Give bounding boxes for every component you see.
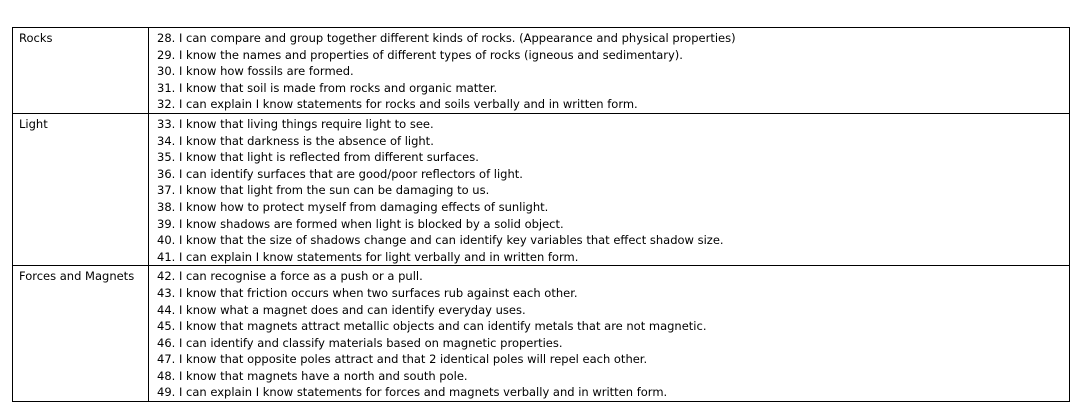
objective-text: I can explain I know statements for rocks and soils verbally and in written form. bbox=[179, 97, 638, 112]
objective-number: 33. bbox=[157, 116, 176, 131]
section-topic: Forces and Magnets bbox=[13, 266, 149, 402]
objective-number: 34. bbox=[157, 133, 176, 148]
objective-number: 38. bbox=[157, 199, 176, 214]
objective-number: 41. bbox=[157, 249, 176, 264]
objective-text: I can identify and classify materials based on magnetic properties. bbox=[179, 335, 563, 350]
objective-item bbox=[157, 116, 1069, 133]
objective-list bbox=[157, 116, 1069, 265]
objective-number: 37. bbox=[157, 183, 176, 198]
objectives-table-body bbox=[13, 28, 1070, 402]
objective-text: I can explain I know statements for light verbally and in written form. bbox=[179, 249, 579, 264]
objective-item bbox=[157, 216, 1069, 233]
objective-item bbox=[157, 318, 1069, 335]
objective-text: I know that living things require light to see. bbox=[179, 116, 434, 131]
objective-item bbox=[157, 351, 1069, 368]
objective-list bbox=[157, 268, 1069, 401]
section-objectives bbox=[149, 113, 1070, 265]
objective-text: I can identify surfaces that are good/poor reflectors of light. bbox=[179, 166, 523, 181]
objective-number: 44. bbox=[157, 302, 176, 317]
objective-number: 46. bbox=[157, 335, 176, 350]
objective-text: I can compare and group together different kinds of rocks. (Appearance and physical properties) bbox=[179, 31, 736, 45]
objective-item bbox=[157, 96, 1069, 113]
objective-number: 30. bbox=[157, 64, 176, 79]
objective-text: I know that opposite poles attract and that 2 identical poles will repel each other. bbox=[179, 352, 648, 367]
objective-item bbox=[157, 133, 1069, 150]
objective-number: 45. bbox=[157, 319, 176, 334]
objective-item bbox=[157, 166, 1069, 183]
objective-item bbox=[157, 47, 1069, 64]
objective-number: 36. bbox=[157, 166, 176, 181]
objective-text: I know that the size of shadows change and can identify key variables that effect shadow size. bbox=[179, 233, 724, 248]
objective-item bbox=[157, 80, 1069, 97]
objective-number: 40. bbox=[157, 233, 176, 248]
objective-text: I know the names and properties of different types of rocks (igneous and sedimentary). bbox=[179, 47, 683, 62]
objective-number: 43. bbox=[157, 285, 176, 300]
objectives-sheet bbox=[12, 27, 1070, 402]
objective-text: I know that light from the sun can be damaging to us. bbox=[179, 183, 490, 198]
objective-item bbox=[157, 63, 1069, 80]
objectives-table bbox=[12, 27, 1070, 402]
section-objectives bbox=[149, 266, 1070, 402]
section-topic: Rocks bbox=[13, 28, 149, 114]
objective-item bbox=[157, 268, 1069, 285]
objective-text: I know that friction occurs when two surfaces rub against each other. bbox=[179, 285, 578, 300]
objective-number: 31. bbox=[157, 80, 176, 95]
objective-text: I know that soil is made from rocks and organic matter. bbox=[179, 80, 498, 95]
objective-item bbox=[157, 335, 1069, 352]
objective-number: 32. bbox=[157, 97, 176, 112]
objective-text: I know that magnets have a north and south pole. bbox=[179, 368, 468, 383]
objective-number: 48. bbox=[157, 368, 176, 383]
objective-item bbox=[157, 30, 1069, 47]
objective-item bbox=[157, 149, 1069, 166]
section-row bbox=[13, 28, 1070, 114]
objective-text: I know how to protect myself from damaging effects of sunlight. bbox=[179, 199, 549, 214]
section-topic: Light bbox=[13, 113, 149, 265]
objective-text: I know that light is reflected from different surfaces. bbox=[179, 150, 479, 165]
objective-item bbox=[157, 232, 1069, 249]
objective-item bbox=[157, 368, 1069, 385]
section-row bbox=[13, 266, 1070, 402]
section-objectives bbox=[149, 28, 1070, 114]
objective-text: I know shadows are formed when light is blocked by a solid object. bbox=[179, 216, 564, 231]
objective-number: 35. bbox=[157, 150, 176, 165]
objective-item bbox=[157, 302, 1069, 319]
objective-text: I know that magnets attract metallic objects and can identify metals that are not magnetic. bbox=[179, 319, 707, 334]
objective-text: I can recognise a force as a push or a pull. bbox=[179, 269, 423, 284]
objective-item bbox=[157, 182, 1069, 199]
objective-number: 29. bbox=[157, 47, 176, 62]
objective-list bbox=[157, 30, 1069, 113]
objective-number: 42. bbox=[157, 269, 176, 284]
section-row bbox=[13, 113, 1070, 265]
objective-item bbox=[157, 285, 1069, 302]
objective-item bbox=[157, 384, 1069, 401]
objective-number: 49. bbox=[157, 385, 176, 400]
objective-item bbox=[157, 199, 1069, 216]
objective-text: I know that darkness is the absence of light. bbox=[179, 133, 434, 148]
objective-number: 28. bbox=[157, 31, 176, 45]
objective-number: 47. bbox=[157, 352, 176, 367]
objective-text: I know how fossils are formed. bbox=[179, 64, 354, 79]
objective-text: I can explain I know statements for forces and magnets verbally and in written form. bbox=[179, 385, 668, 400]
objective-item bbox=[157, 249, 1069, 266]
objective-text: I know what a magnet does and can identify everyday uses. bbox=[179, 302, 526, 317]
objective-number: 39. bbox=[157, 216, 176, 231]
